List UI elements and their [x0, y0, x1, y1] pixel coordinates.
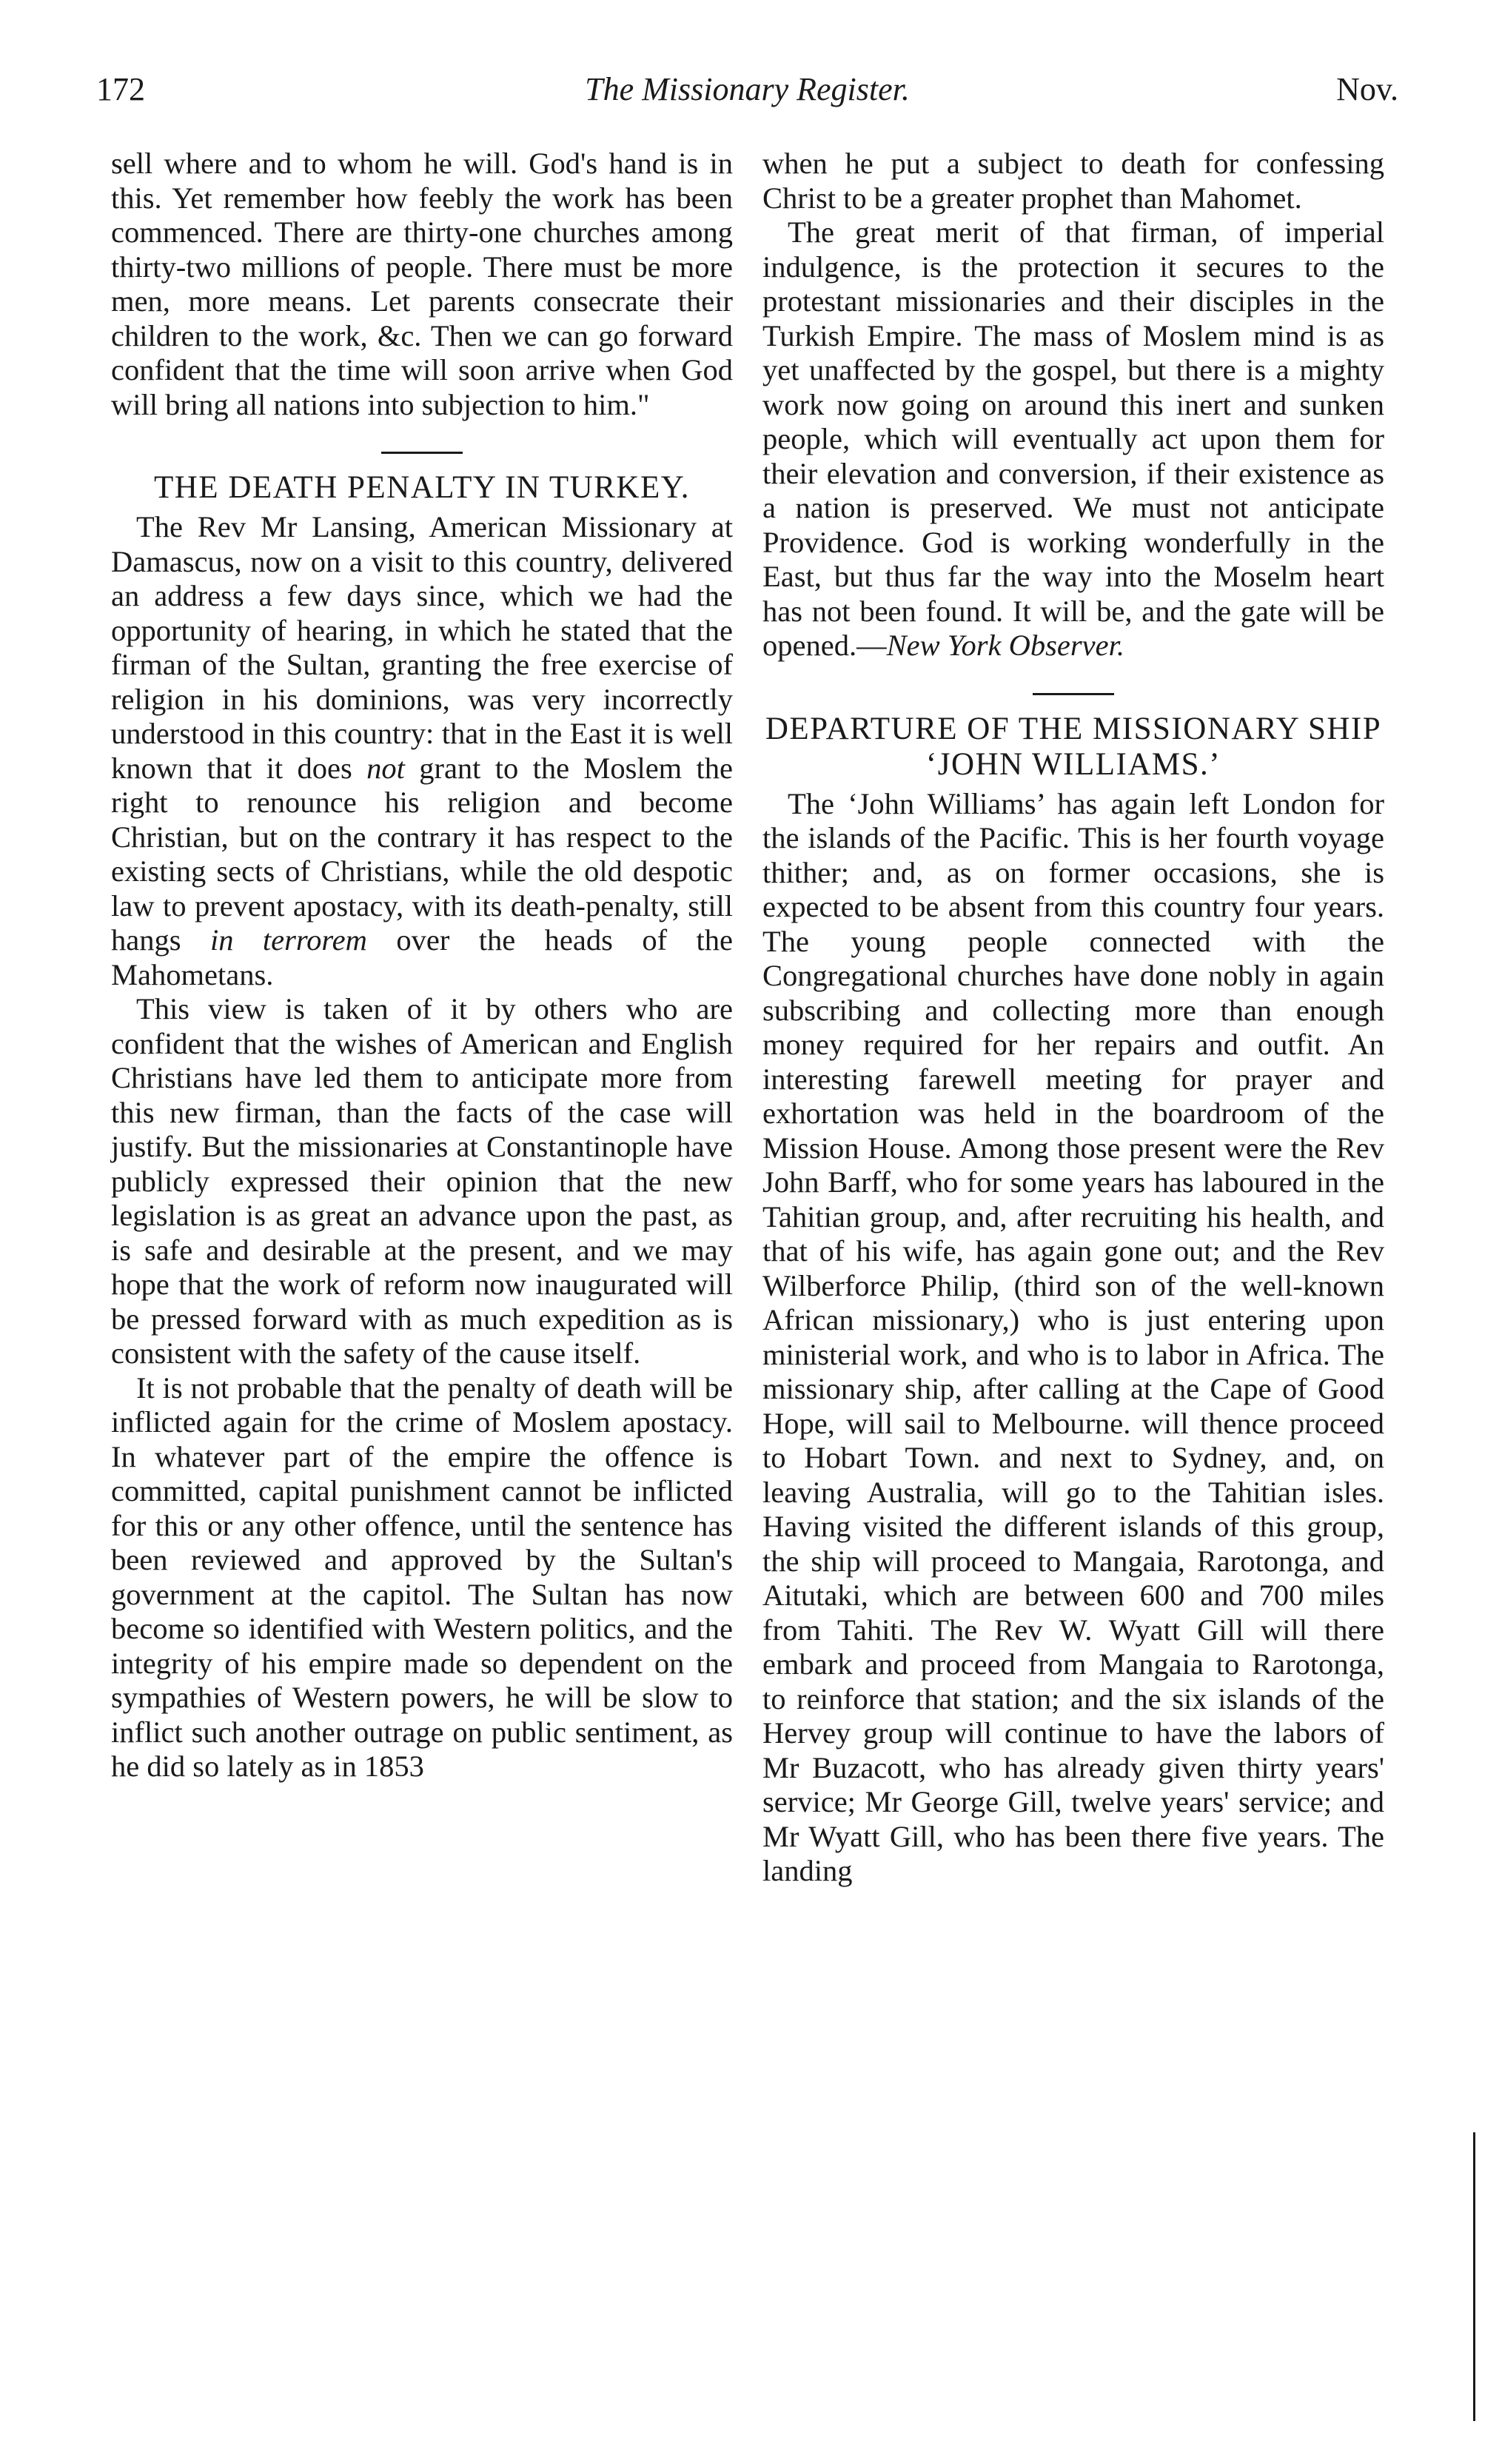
article-heading-death-penalty: THE DEATH PENALTY IN TURKEY. — [153, 470, 691, 505]
page-number: 172 — [96, 71, 145, 107]
continued-paragraph: sell where and to whom he will. God's hand is in this. Yet remember how feebly the work has been commenced. There are thirty-one churches among thirty-two millions of people. There must be more men, more means. Let parents consecrate their children to the work, &c. Then we can go forward confident that the time will soon arrive when God will bring all nations into subjection to him." — [111, 147, 733, 421]
emphasis-text: not — [366, 751, 405, 785]
paragraph-text: grant to the Moslem the right to renounce his religion and become Christian, but on the contrary it has respect to the existing sects of Christians, while the old despotic law to prevent apostacy, with its death-penalty, still hangs — [111, 751, 733, 957]
section-divider — [1033, 693, 1114, 695]
article-paragraph — [762, 215, 1384, 663]
paragraph-text: The great merit of that firman, of imperial indulgence, is the protection it secures to the protestant missionaries and their disciples in the Turkish Empire. The mass of Moslem mind is as yet unaffected by the gospel, but there is a mighty work now going on around this inert and sunken people, which will eventually act upon them for their elevation and conversion, if their existence as a nation is preserved. We must not anticipate Providence. God is working wonderfully in the East, but thus far the way into the Moselm heart has not been found. It will be, and the gate will be opened.— — [762, 215, 1384, 662]
paragraph-text: over the heads of the Mahometans. — [111, 923, 734, 991]
article-paragraph — [111, 510, 733, 992]
running-header — [96, 70, 1398, 122]
continued-paragraph: when he put a subject to death for confessing Christ to be a greater prophet than Mahomet. — [762, 147, 1384, 215]
article-paragraph: This view is taken of it by others who are confident that the wishes of American and English Christians have led them to anticipate more from this new firman, than the facts of the case will justify. But the missionaries at Constantinople have publicly expressed their opinion that the new legislation is as great an advance upon the past, as is safe and desirable at the present, and we may hope that the work of reform now inaugurated will be pressed forward with as much expedition as is consistent with the safety of the cause itself. — [111, 992, 733, 1370]
latin-phrase: in terrorem — [209, 923, 367, 957]
article-paragraph: The ‘John Williams’ has again left London for the islands of the Pacific. This is her fourth voyage thither; and, as on former occasions, she is expected to be absent from this country four years. The young people connected with the Congregational churches have done nobly in again subscribing and collecting more than enough money required for her repairs and outfit. An interesting farewell meeting for prayer and exhortation was held in the boardroom of the Mission House. Among those present were the Rev John Barff, who for some years has laboured in the Tahitian group, and, after recruiting his health, and that of his wife, has again gone out; and the Rev Wilberforce Philip, (third son of the well-known African missionary,) who is just entering upon ministerial work, and who is to labor in Africa. The missionary ship, after calling at the Cape of Good Hope, will sail to Melbourne. will thence proceed to Hobart Town. and next to Sydney, and, on leaving Australia, will go to the Tahitian isles. Having visited the different islands of this group, the ship will proceed to Mangaia, Rarotonga, and Aitutaki, which are between 600 and 700 miles from Tahiti. The Rev W. Wyatt Gill will there embark and proceed from Mangaia to Rarotonga, to reinforce that station; and the six islands of the Hervey group will continue to have the labors of Mr Buzacott, who has already given thirty years' service; Mr George Gill, twelve years' service; and Mr Wyatt Gill, who has been there five years. The landing — [762, 786, 1384, 1887]
paragraph-text: The Rev Mr Lansing, American Missionary at Damascus, now on a visit to this country, delivered an address a few days since, which we had the opportunity of hearing, in which he stated that the firman of the Sultan, granting the free exercise of religion in his dominions, was very incorrectly understood in this country: that in the East it is well known that it does — [111, 510, 733, 785]
article-heading-departure: DEPARTURE OF THE MISSIONARY SHIP ‘JOHN WILLIAMS.’ — [765, 711, 1382, 782]
right-column — [762, 147, 1384, 1889]
source-citation: New York Observer. — [886, 629, 1124, 662]
issue-month: Nov. — [1336, 71, 1398, 107]
left-column — [111, 147, 733, 1784]
section-divider — [381, 452, 463, 454]
margin-line-mark — [1473, 2132, 1475, 2421]
article-paragraph: It is not probable that the penalty of death will be inflicted again for the crime of Moslem apostacy. In whatever part of the empire the offence is committed, capital punishment cannot be inflicted for this or any other offence, until the sentence has been reviewed and approved by the Sultan's government at the capitol. The Sultan has now become so identified with Western politics, and the integrity of his empire made so dependent on the sympathies of Western powers, he will be slow to inflict such another outrage on public sentiment, as he did so lately as in 1853 — [111, 1370, 733, 1783]
journal-title: The Missionary Register. — [585, 71, 910, 107]
